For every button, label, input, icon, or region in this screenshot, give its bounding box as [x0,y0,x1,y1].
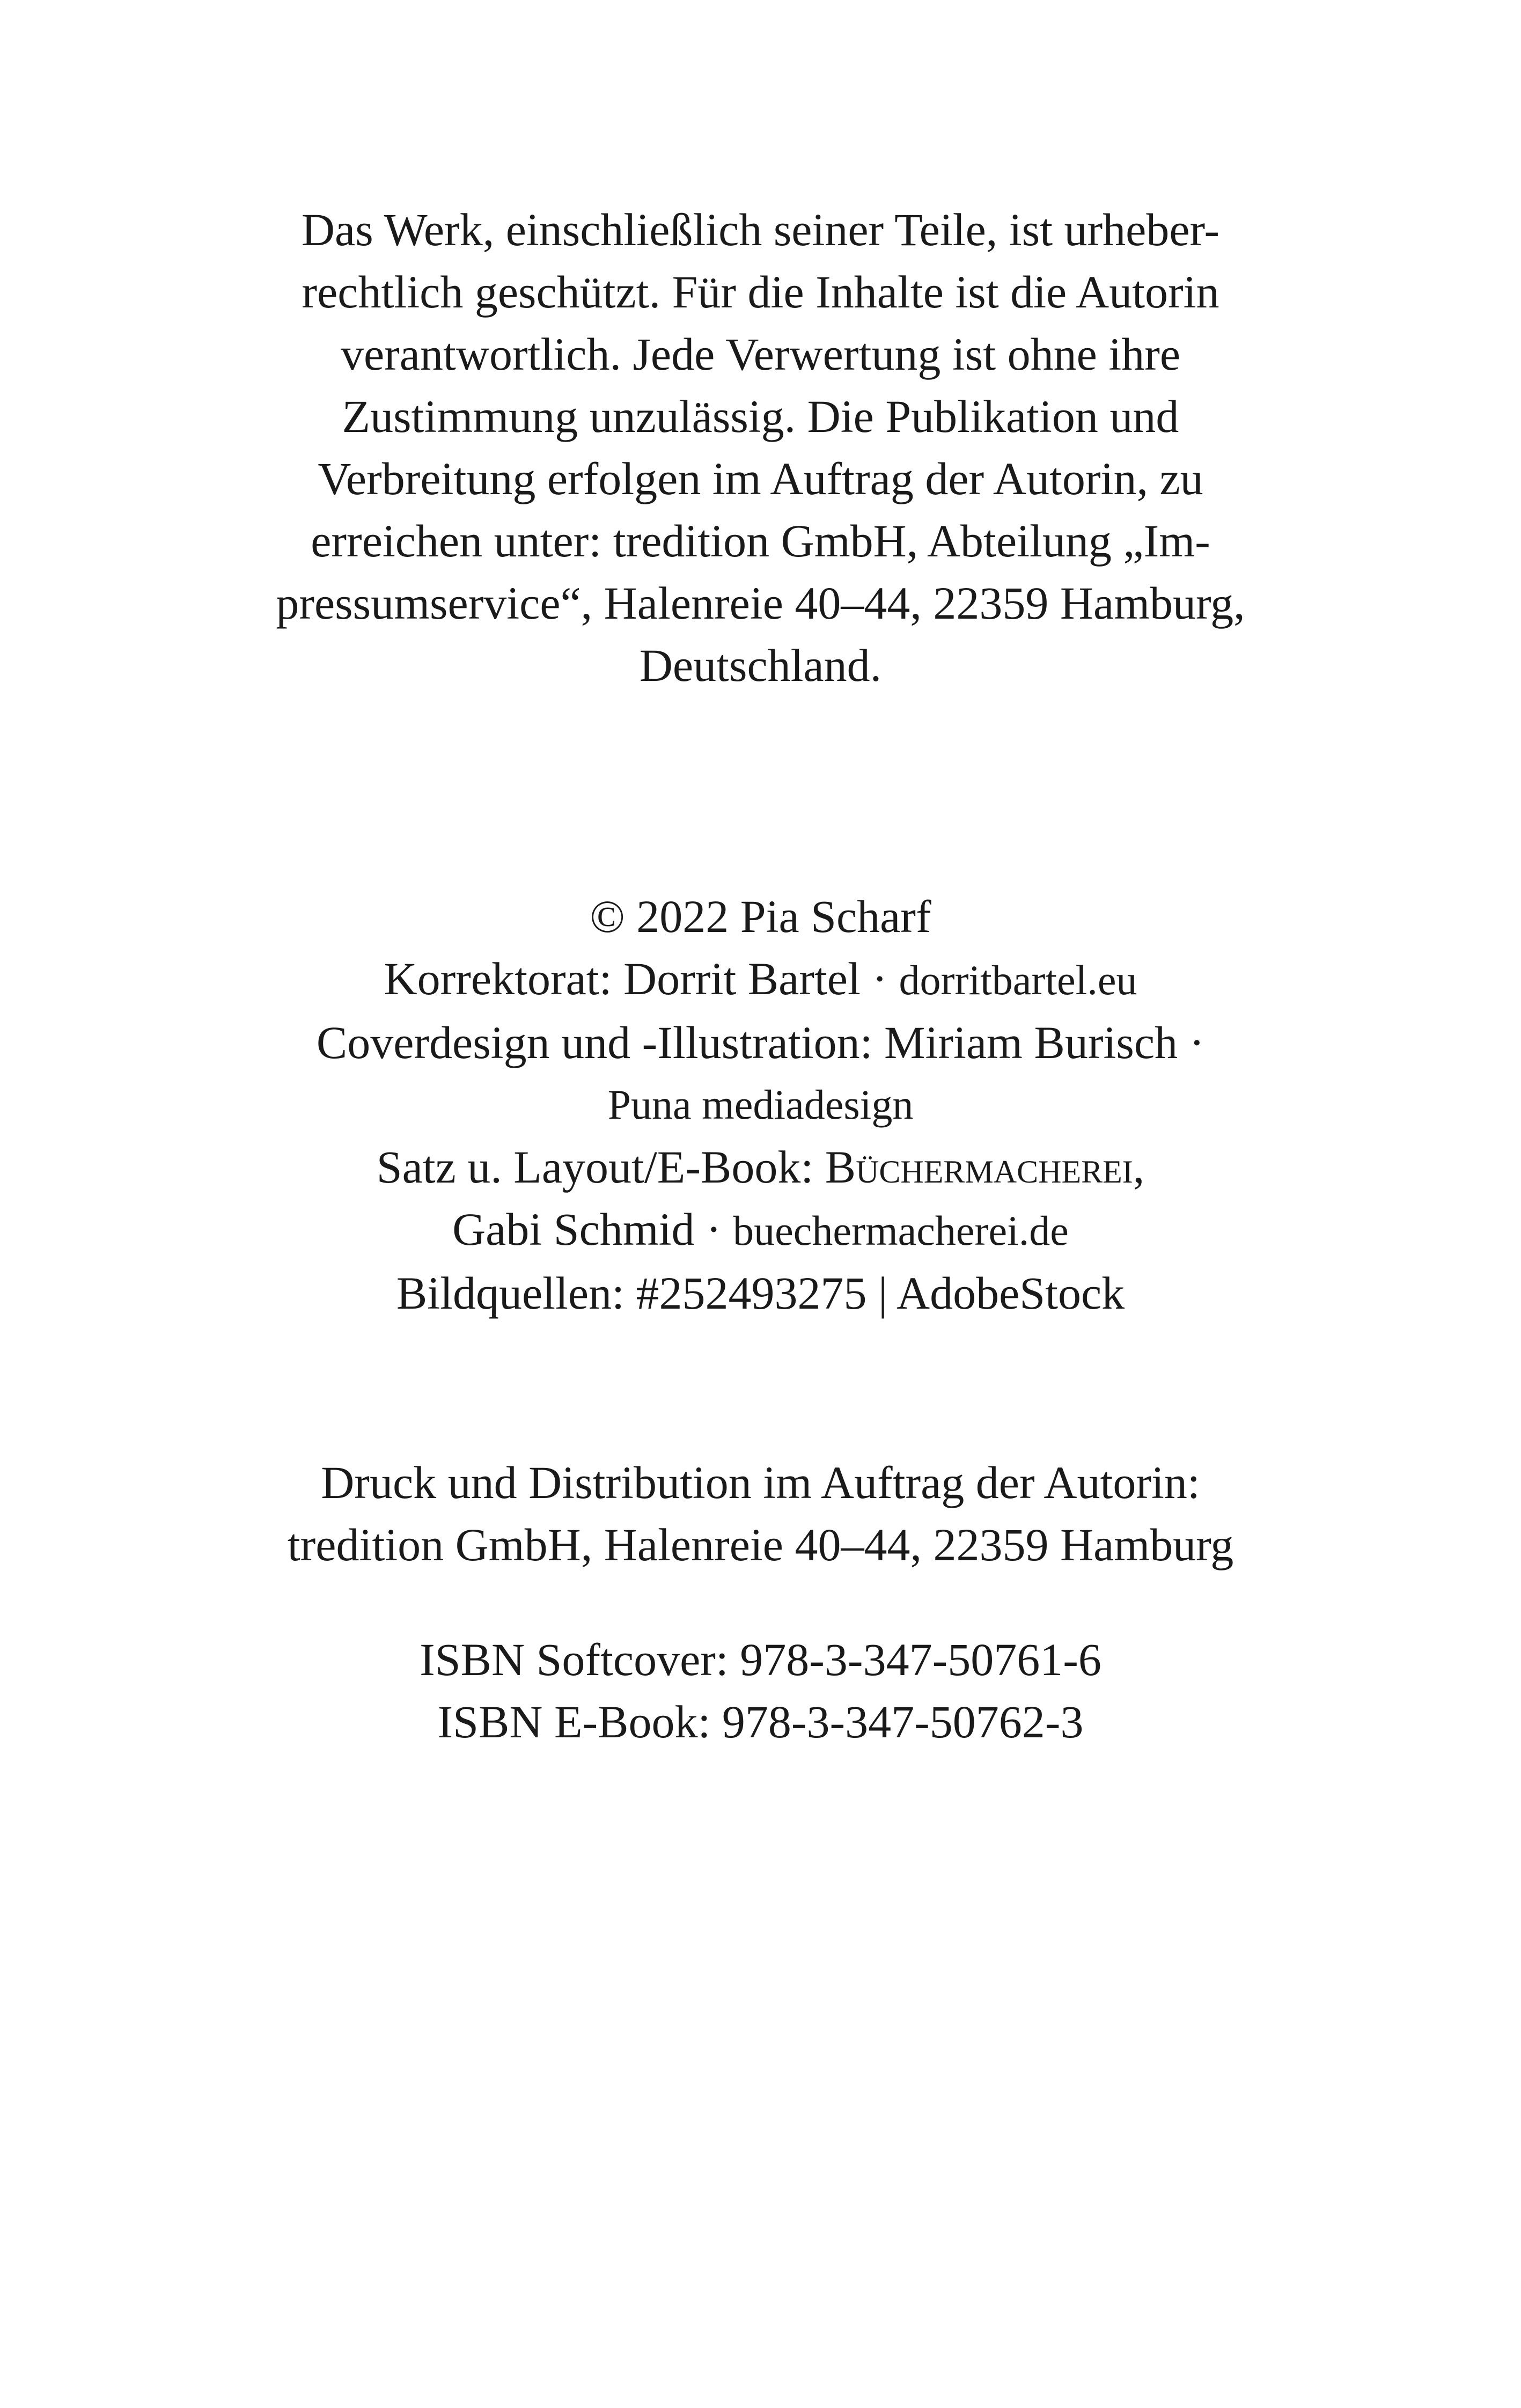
legal-notice-line: erreichen unter: tredition GmbH, Abteilung „Im- [311,515,1210,567]
print-distribution-line: tredition GmbH, Halenreie 40–44, 22359 Hamburg [287,1519,1234,1570]
typesetter-url: buechermacherei.de [733,1207,1069,1254]
legal-notice-line: verantwortlich. Jede Verwertung ist ohne ihre [340,328,1181,380]
legal-notice-line: rechtlich geschützt. Für die Inhalte ist die Autorin [302,266,1219,318]
typesetting-line [0,1136,1521,1198]
print-distribution-line: Druck und Distribution im Auftrag der Autorin: [321,1457,1200,1508]
proofreading-url: dorritbartel.eu [899,957,1137,1003]
proofreading-label: Korrektorat: Dorrit Bartel · [384,953,899,1004]
cover-studio-line: Puna mediadesign [607,1081,914,1128]
legal-notice-line: Deutschland. [639,640,882,691]
legal-notice-line: Zustimmung unzulässig. Die Publikation und [342,391,1179,442]
typesetting-studio: Büchermacherei [825,1141,1133,1193]
legal-notice [0,199,1521,696]
legal-notice-line: pressumservice“, Halenreie 40–44, 22359 Hamburg, [276,577,1245,629]
isbn-softcover: ISBN Softcover: 978-3-347-50761-6 [420,1634,1101,1685]
typesetter-line [0,1198,1521,1262]
legal-notice-line: Das Werk, einschließlich seiner Teile, ist urheber- [301,204,1220,255]
typesetting-label: Satz u. Layout/E-Book: [376,1141,825,1193]
credits [0,885,1521,1324]
cover-credit-line: Coverdesign und -Illustration: Miriam Burisch · [316,1017,1205,1068]
print-distribution [0,1451,1521,1576]
isbn-ebook: ISBN E-Book: 978-3-347-50762-3 [437,1696,1084,1748]
proofreading-line [0,948,1521,1011]
typesetter-name: Gabi Schmid · [452,1203,733,1255]
image-sources-line: Bildquellen: #252493275 | AdobeStock [396,1267,1125,1319]
typesetting-studio-suffix: , [1133,1141,1145,1193]
copyright-line: © 2022 Pia Scharf [590,891,931,942]
legal-notice-line: Verbreitung erfolgen im Auftrag der Autorin, zu [318,453,1203,504]
isbn-info [0,1628,1521,1753]
